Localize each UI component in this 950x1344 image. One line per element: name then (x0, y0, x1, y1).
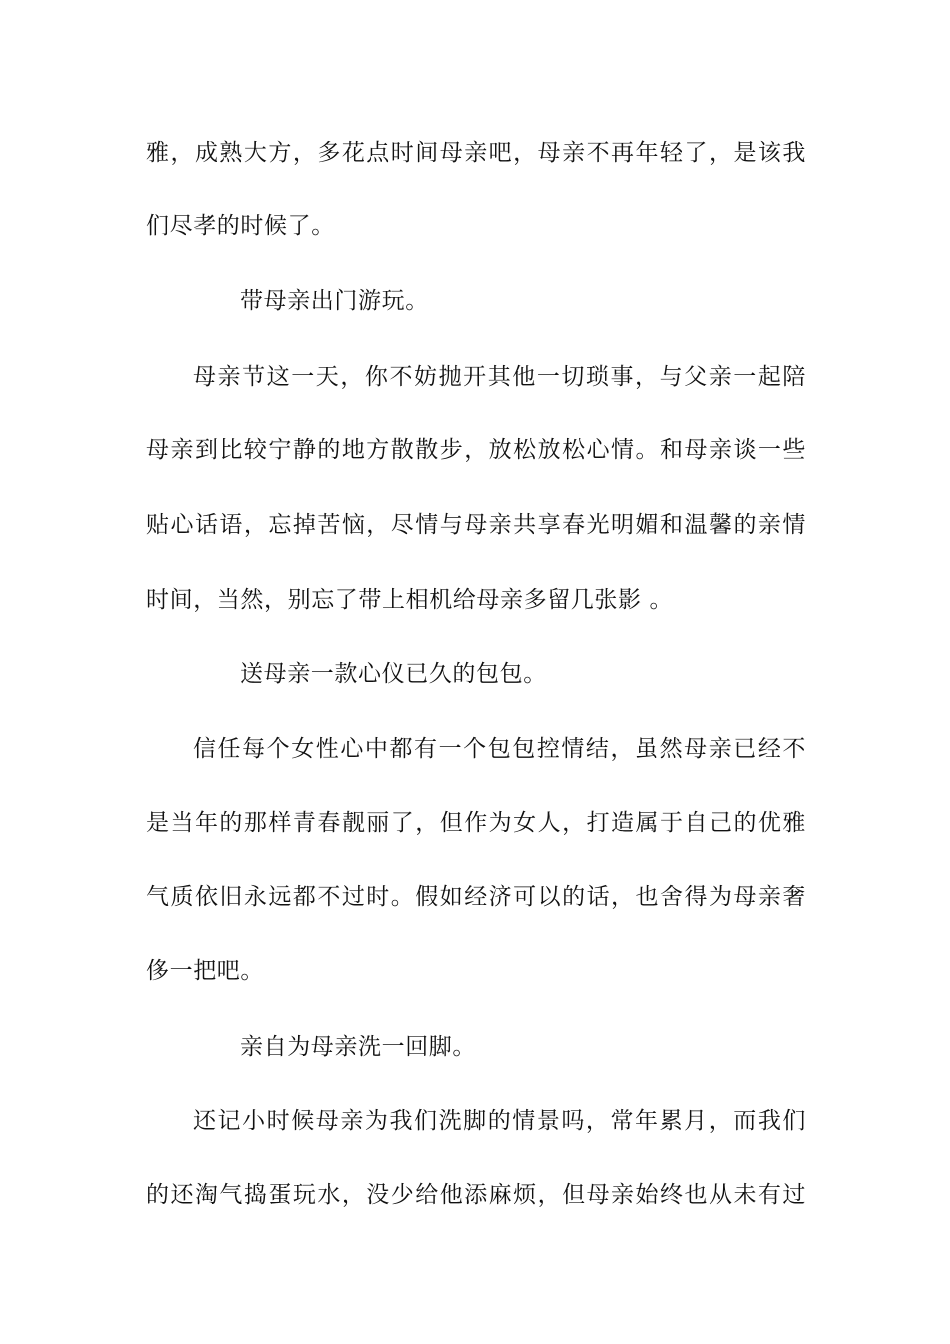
text-line-11: 气质依旧永远都不过时。假如经济可以的话，也舍得为母亲奢 (146, 884, 806, 910)
text-line-1: 雅，成熟大方，多花点时间母亲吧，母亲不再年轻了，是该我 (146, 140, 806, 166)
section-heading-footwash: 亲自为母亲洗一回脚。 (240, 1034, 476, 1060)
text-line-10: 是当年的那样青春靓丽了，但作为女人，打造属于自己的优雅 (146, 810, 806, 836)
section-heading-outing: 带母亲出门游玩。 (240, 288, 429, 314)
text-line-7: 时间，当然，别忘了带上相机给母亲多留几张影 。 (146, 587, 674, 613)
text-line-6: 贴心话语，忘掉苦恼，尽情与母亲共享春光明媚和温馨的亲情 (146, 512, 806, 538)
text-line-2: 们尽孝的时候了。 (146, 213, 335, 239)
text-line-9: 信任每个女性心中都有一个包包控情结，虽然母亲已经不 (193, 736, 806, 762)
text-line-5: 母亲到比较宁静的地方散散步，放松放松心情。和母亲谈一些 (146, 437, 806, 463)
section-heading-bag: 送母亲一款心仪已久的包包。 (240, 661, 547, 687)
text-line-15: 的还淘气捣蛋玩水，没少给他添麻烦，但母亲始终也从未有过 (146, 1182, 806, 1208)
text-line-12: 侈一把吧。 (146, 958, 264, 984)
text-line-14: 还记小时候母亲为我们洗脚的情景吗，常年累月，而我们 (193, 1108, 806, 1134)
text-line-4: 母亲节这一天，你不妨抛开其他一切琐事，与父亲一起陪 (193, 364, 806, 390)
